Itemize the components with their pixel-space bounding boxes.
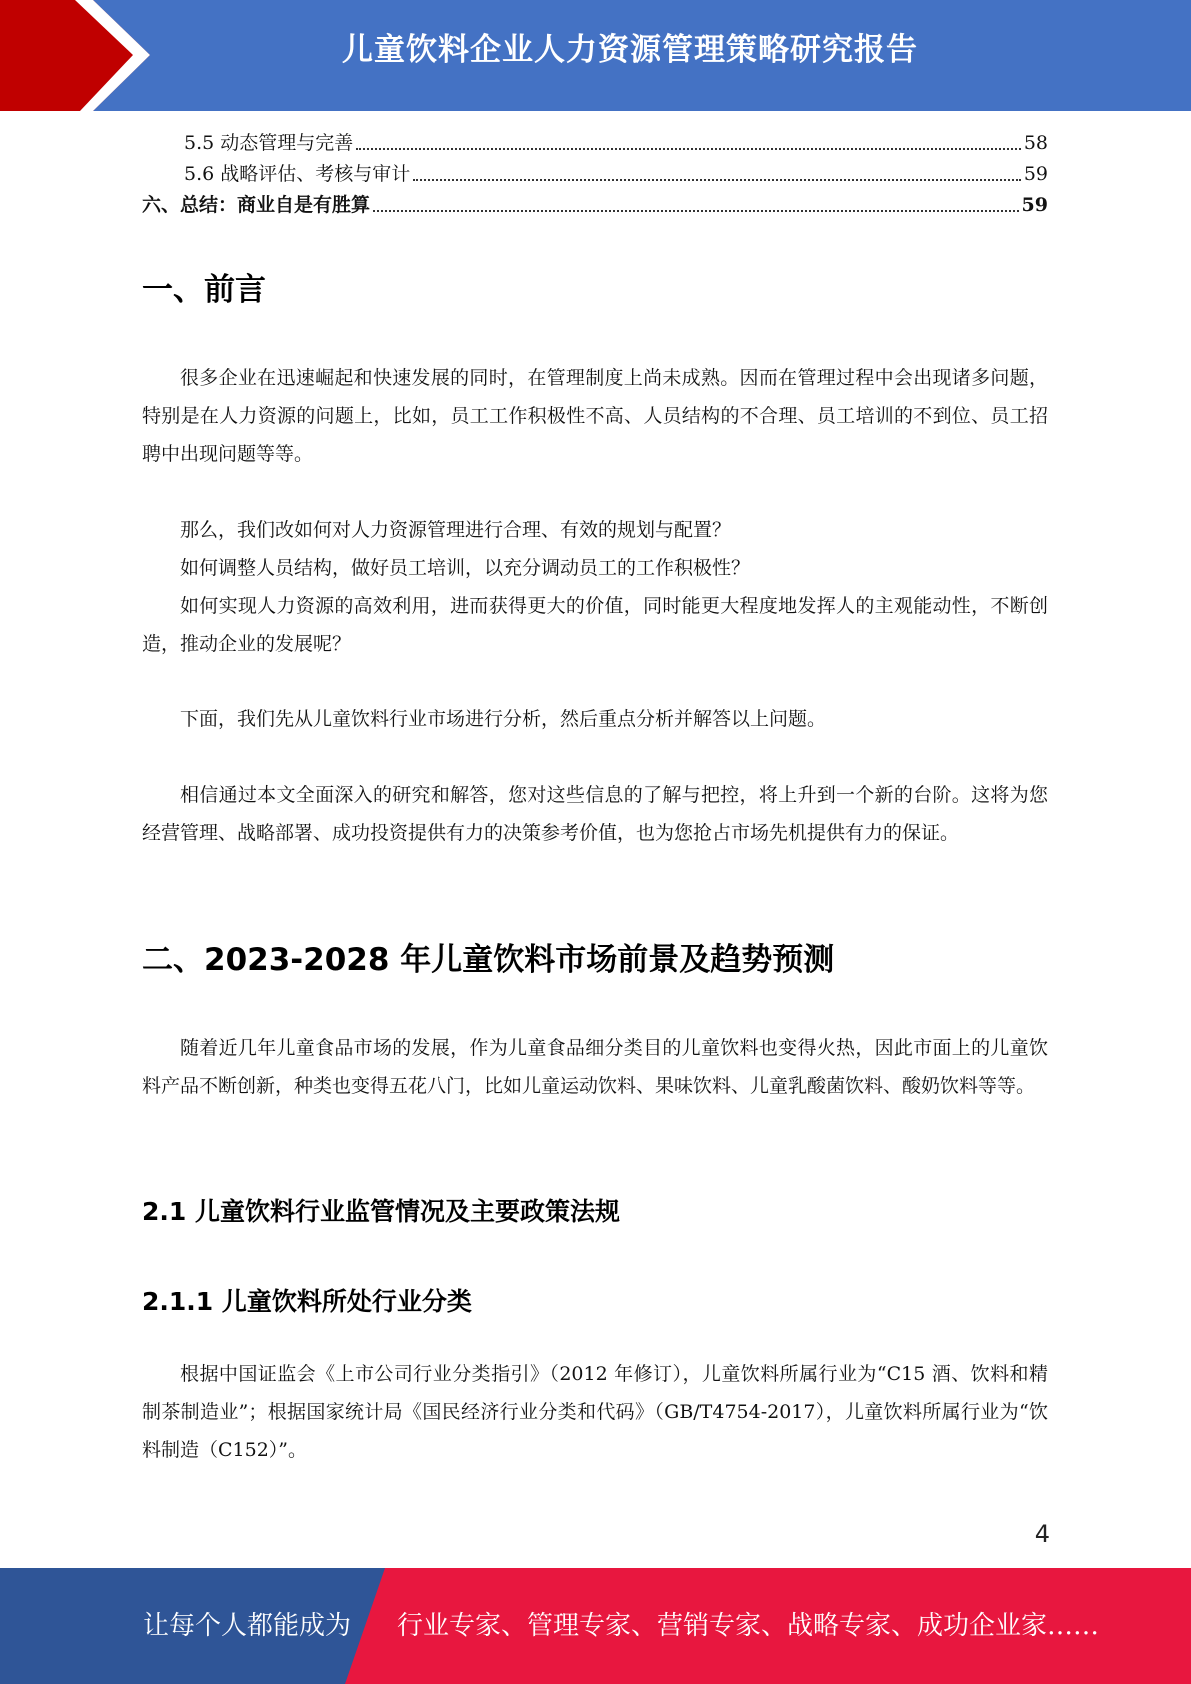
section-heading-market-outlook: 二、2023-2028 年儿童饮料市场前景及趋势预测 (142, 942, 835, 978)
toc-entry-page: 59 (1023, 163, 1048, 185)
paragraph: 相信通过本文全面深入的研究和解答，您对这些信息的了解与把控，将上升到一个新的台阶。这将为您经营管理、战略部署、成功投资提供有力的决策参考价值，也为您抢占市场先机提供有力的保证。 (142, 784, 1048, 844)
paragraph: 如何实现人力资源的高效利用，进而获得更大的价值，同时能更大程度地发挥人的主观能动性，不断创造，推动企业的发展呢？ (142, 595, 1048, 655)
paragraph: 很多企业在迅速崛起和快速发展的同时，在管理制度上尚未成熟。因而在管理过程中会出现诸多问题，特别是在人力资源的问题上，比如，员工工作积极性不高、人员结构的不合理、员工培训的不到位、员工招聘中出现问题等等。 (142, 367, 1048, 465)
paragraph: 那么，我们改如何对人力资源管理进行合理、有效的规划与配置？ (180, 519, 732, 541)
toc-entry-label: 5.6 战略评估、考核与审计 (184, 163, 411, 185)
toc-entry-page: 58 (1023, 132, 1048, 154)
toc-entry[interactable] (142, 129, 1048, 157)
header-title: 儿童饮料企业人力资源管理策略研究报告 (342, 32, 918, 68)
paragraph: 如何调整人员结构，做好员工培训，以充分调动员工的工作积极性？ (180, 557, 751, 579)
footer-slogan-left: 让每个人都能成为 (143, 1611, 352, 1641)
toc-entry-label: 六、总结：商业自是有胜算 (142, 194, 371, 216)
page-header (0, 0, 1191, 111)
page-number: 4 (1034, 1520, 1050, 1548)
subsection-heading-regulation: 2.1 儿童饮料行业监管情况及主要政策法规 (142, 1197, 620, 1226)
toc-leader-dots (413, 179, 1021, 181)
subsection-heading-industry-classification: 2.1.1 儿童饮料所处行业分类 (142, 1287, 472, 1316)
toc-entry[interactable] (142, 160, 1048, 188)
toc-entry[interactable] (142, 191, 1048, 219)
footer-slogan-right: 行业专家、管理专家、营销专家、战略专家、成功企业家…… (397, 1611, 1100, 1641)
page-footer (0, 1568, 1191, 1684)
paragraph: 根据中国证监会《上市公司行业分类指引》（2012 年修订），儿童饮料所属行业为“C15 酒、饮料和精制茶制造业”；根据国家统计局《国民经济行业分类和代码》（GB/T4754-2017），儿童饮料所属行业为“饮料制造（C152）”。 (142, 1363, 1048, 1461)
section-heading-preface: 一、前言 (142, 272, 266, 308)
paragraph: 下面，我们先从儿童饮料行业市场进行分析，然后重点分析并解答以上问题。 (180, 708, 827, 730)
toc-entry-page: 59 (1021, 194, 1048, 216)
paragraph: 随着近几年儿童食品市场的发展，作为儿童食品细分类目的儿童饮料也变得火热，因此市面上的儿童饮料产品不断创新，种类也变得五花八门，比如儿童运动饮料、果味饮料、儿童乳酸菌饮料、酸奶饮料等等。 (142, 1037, 1048, 1097)
toc-leader-dots (373, 210, 1019, 212)
toc-entry-label: 5.5 动态管理与完善 (184, 132, 354, 154)
toc-leader-dots (356, 148, 1021, 150)
